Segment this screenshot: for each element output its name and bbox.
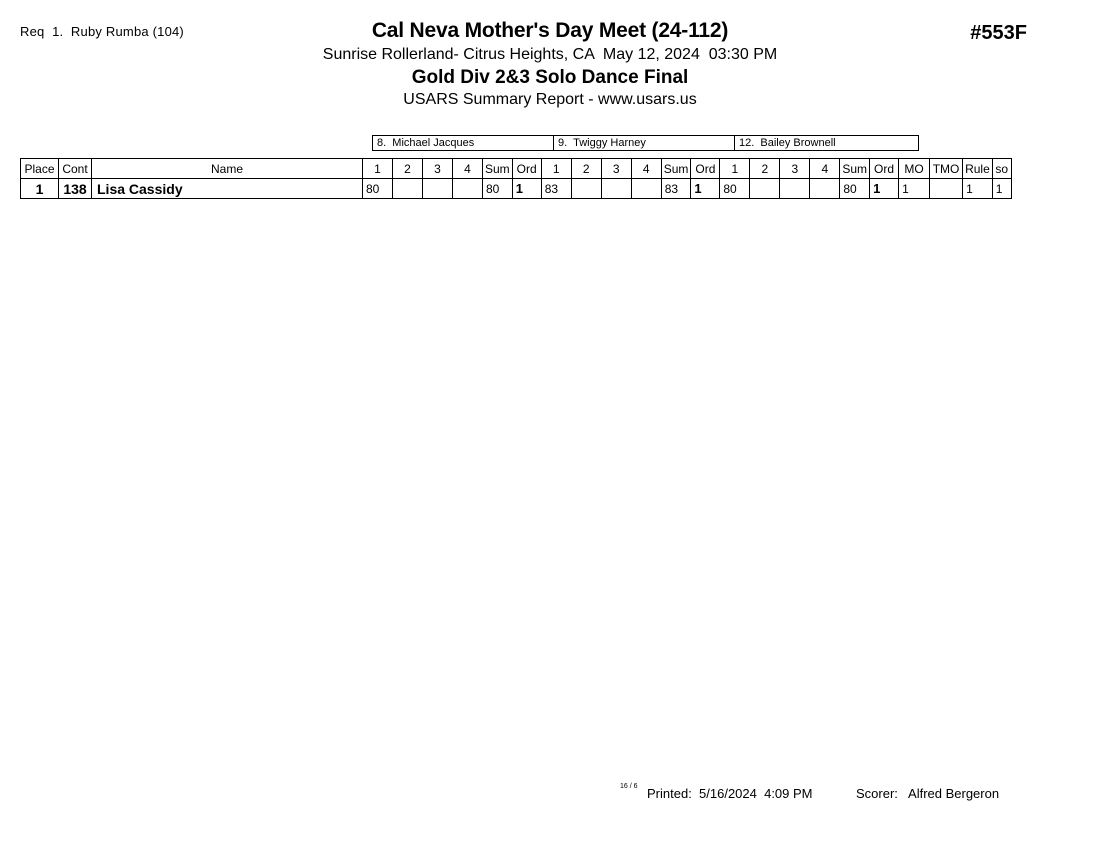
col-header-cont: Cont — [59, 159, 92, 179]
col-header-j1-1: 1 — [363, 159, 393, 179]
col-header-rule: Rule — [963, 159, 993, 179]
venue-line: Sunrise Rollerland- Citrus Heights, CA May 12, 2024 03:30 PM — [322, 46, 778, 63]
judge-name-3: 12. Bailey Brownell — [734, 135, 919, 151]
header-row — [21, 159, 1012, 179]
cell-j2-1: 83 — [541, 179, 571, 199]
judge-name-1: 8. Michael Jacques — [372, 135, 553, 151]
col-header-j3-ord: Ord — [870, 159, 899, 179]
cell-j3-4 — [810, 179, 840, 199]
col-header-j2-3: 3 — [601, 159, 631, 179]
col-header-j2-ord: Ord — [691, 159, 720, 179]
cell-j2-sum: 83 — [661, 179, 691, 199]
cell-place: 1 — [21, 179, 59, 199]
cell-j3-3 — [780, 179, 810, 199]
cell-tmo — [930, 179, 963, 199]
judges-header-row — [372, 135, 919, 151]
results-table-header — [21, 159, 1012, 179]
cell-so: 1 — [992, 179, 1011, 199]
results-table — [20, 158, 1012, 199]
col-header-j1-ord: Ord — [512, 159, 541, 179]
cell-j2-4 — [631, 179, 661, 199]
footer-scorer: Scorer: Alfred Bergeron — [856, 786, 1000, 801]
meet-title: Cal Neva Mother's Day Meet (24-112) — [371, 19, 729, 42]
document-code: #553F — [970, 22, 1027, 44]
col-header-j3-2: 2 — [750, 159, 780, 179]
cell-j1-1: 80 — [363, 179, 393, 199]
cell-j2-3 — [601, 179, 631, 199]
cell-cont: 138 — [59, 179, 92, 199]
col-header-j1-3: 3 — [423, 159, 453, 179]
col-header-j3-1: 1 — [720, 159, 750, 179]
cell-j1-ord: 1 — [512, 179, 541, 199]
results-table-body — [21, 179, 1012, 199]
request-line: Req 1. Ruby Rumba (104) — [20, 24, 184, 39]
col-header-mo: MO — [899, 159, 930, 179]
col-header-j1-2: 2 — [393, 159, 423, 179]
col-header-place: Place — [21, 159, 59, 179]
cell-j1-3 — [423, 179, 453, 199]
cell-j2-2 — [571, 179, 601, 199]
col-header-so: so — [992, 159, 1011, 179]
col-header-name: Name — [92, 159, 363, 179]
col-header-j2-4: 4 — [631, 159, 661, 179]
cell-name: Lisa Cassidy — [92, 179, 363, 199]
col-header-j1-sum: Sum — [483, 159, 513, 179]
footer-printed: Printed: 5/16/2024 4:09 PM — [647, 786, 813, 801]
col-header-j2-sum: Sum — [661, 159, 691, 179]
table-row — [21, 179, 1012, 199]
cell-j1-2 — [393, 179, 423, 199]
cell-j2-ord: 1 — [691, 179, 720, 199]
cell-j3-ord: 1 — [870, 179, 899, 199]
col-header-tmo: TMO — [930, 159, 963, 179]
title-block — [0, 20, 1100, 108]
footer-page-marker: 16 / 6 — [620, 783, 638, 790]
cell-j3-sum: 80 — [840, 179, 870, 199]
col-header-j3-sum: Sum — [840, 159, 870, 179]
report-subtitle: USARS Summary Report - www.usars.us — [403, 91, 697, 108]
cell-mo: 1 — [899, 179, 930, 199]
cell-j3-2 — [750, 179, 780, 199]
col-header-j1-4: 4 — [453, 159, 483, 179]
col-header-j3-4: 4 — [810, 159, 840, 179]
cell-j1-sum: 80 — [483, 179, 513, 199]
cell-rule: 1 — [963, 179, 993, 199]
cell-j1-4 — [453, 179, 483, 199]
event-title: Gold Div 2&3 Solo Dance Final — [411, 67, 689, 88]
col-header-j2-2: 2 — [571, 159, 601, 179]
col-header-j3-3: 3 — [780, 159, 810, 179]
col-header-j2-1: 1 — [541, 159, 571, 179]
judge-name-2: 9. Twiggy Harney — [553, 135, 734, 151]
cell-j3-1: 80 — [720, 179, 750, 199]
